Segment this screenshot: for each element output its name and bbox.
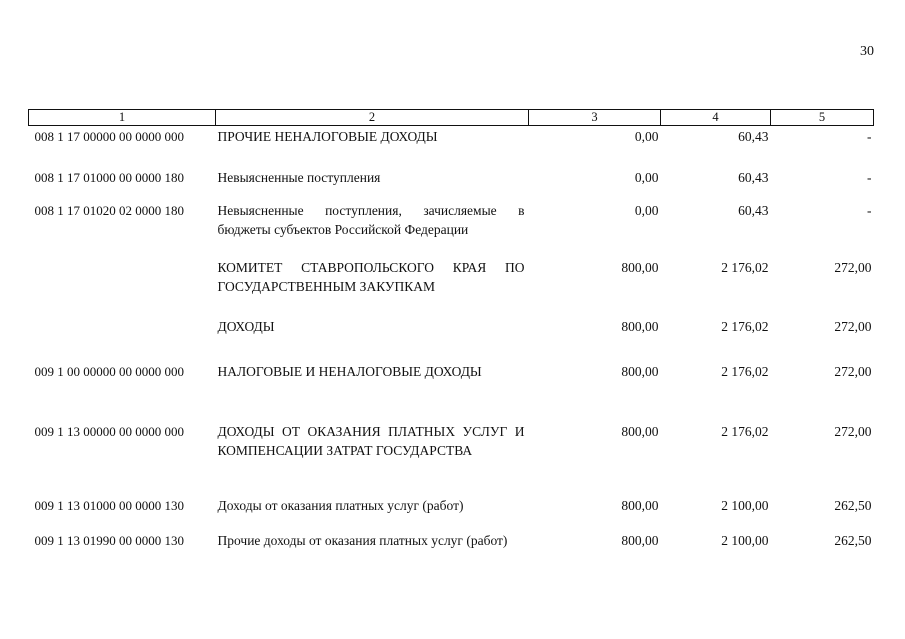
row-col4: 60,43	[738, 170, 769, 185]
row-col5: 262,50	[834, 533, 872, 548]
table-row	[29, 530, 874, 571]
table-row	[29, 200, 874, 257]
row-col3: 800,00	[621, 533, 659, 548]
row-code	[29, 257, 216, 316]
row-col4: 2 176,02	[721, 364, 769, 379]
row-col4: 60,43	[738, 203, 769, 218]
row-col3: 0,00	[634, 203, 659, 218]
table-row	[29, 257, 874, 316]
row-name: Невыясненные поступления	[217, 170, 381, 185]
table-row	[29, 361, 874, 421]
row-code: 009 1 13 01990 00 0000 130	[34, 533, 184, 548]
page-number: 30	[860, 44, 874, 59]
row-name: Невыясненные поступления, зачисляемые в бюджеты субъектов Российской Федерации	[217, 203, 525, 237]
row-name: НАЛОГОВЫЕ И НЕНАЛОГОВЫЕ ДОХОДЫ	[217, 364, 482, 379]
row-name: ПРОЧИЕ НЕНАЛОГОВЫЕ ДОХОДЫ	[217, 129, 438, 144]
row-col3: 0,00	[634, 170, 659, 185]
column-header: 1	[29, 110, 216, 126]
row-name: Прочие доходы от оказания платных услуг (работ)	[217, 533, 508, 548]
row-col4: 2 100,00	[721, 498, 769, 513]
row-col5: 272,00	[834, 364, 872, 379]
row-col5: 272,00	[834, 260, 872, 275]
table-row	[29, 126, 874, 168]
row-col5: -	[867, 170, 872, 185]
row-name: ДОХОДЫ ОТ ОКАЗАНИЯ ПЛАТНЫХ УСЛУГ И КОМПЕНСАЦИИ ЗАТРАТ ГОСУДАРСТВА	[217, 424, 525, 458]
row-col4: 60,43	[738, 129, 769, 144]
row-col5: -	[867, 203, 872, 218]
table-row	[29, 495, 874, 530]
column-header: 3	[529, 110, 661, 126]
row-code: 009 1 00 00000 00 0000 000	[34, 364, 184, 379]
column-header: 4	[661, 110, 771, 126]
row-name: КОМИТЕТ СТАВРОПОЛЬСКОГО КРАЯ ПО ГОСУДАРСТВЕННЫМ ЗАКУПКАМ	[217, 260, 525, 294]
row-col5: 272,00	[834, 424, 872, 439]
row-code: 008 1 17 01020 02 0000 180	[34, 203, 184, 218]
row-col5: 272,00	[834, 319, 872, 334]
table-row	[29, 167, 874, 200]
row-col5: -	[867, 129, 872, 144]
column-header: 5	[771, 110, 874, 126]
row-col3: 0,00	[634, 129, 659, 144]
row-col4: 2 176,02	[721, 260, 769, 275]
row-col5: 262,50	[834, 498, 872, 513]
table-row	[29, 316, 874, 361]
row-col3: 800,00	[621, 364, 659, 379]
row-col3: 800,00	[621, 498, 659, 513]
row-code: 009 1 13 00000 00 0000 000	[34, 424, 184, 439]
header-row	[29, 110, 874, 126]
row-code: 008 1 17 01000 00 0000 180	[34, 170, 184, 185]
row-code	[29, 316, 216, 361]
budget-table	[28, 109, 874, 571]
row-col4: 2 176,02	[721, 424, 769, 439]
row-name: ДОХОДЫ	[217, 319, 275, 334]
row-col4: 2 100,00	[721, 533, 769, 548]
row-col4: 2 176,02	[721, 319, 769, 334]
row-col3: 800,00	[621, 319, 659, 334]
row-col3: 800,00	[621, 260, 659, 275]
row-code: 008 1 17 00000 00 0000 000	[34, 129, 184, 144]
row-name: Доходы от оказания платных услуг (работ)	[217, 498, 464, 513]
row-col3: 800,00	[621, 424, 659, 439]
column-header: 2	[216, 110, 529, 126]
row-code: 009 1 13 01000 00 0000 130	[34, 498, 184, 513]
table-row	[29, 421, 874, 495]
